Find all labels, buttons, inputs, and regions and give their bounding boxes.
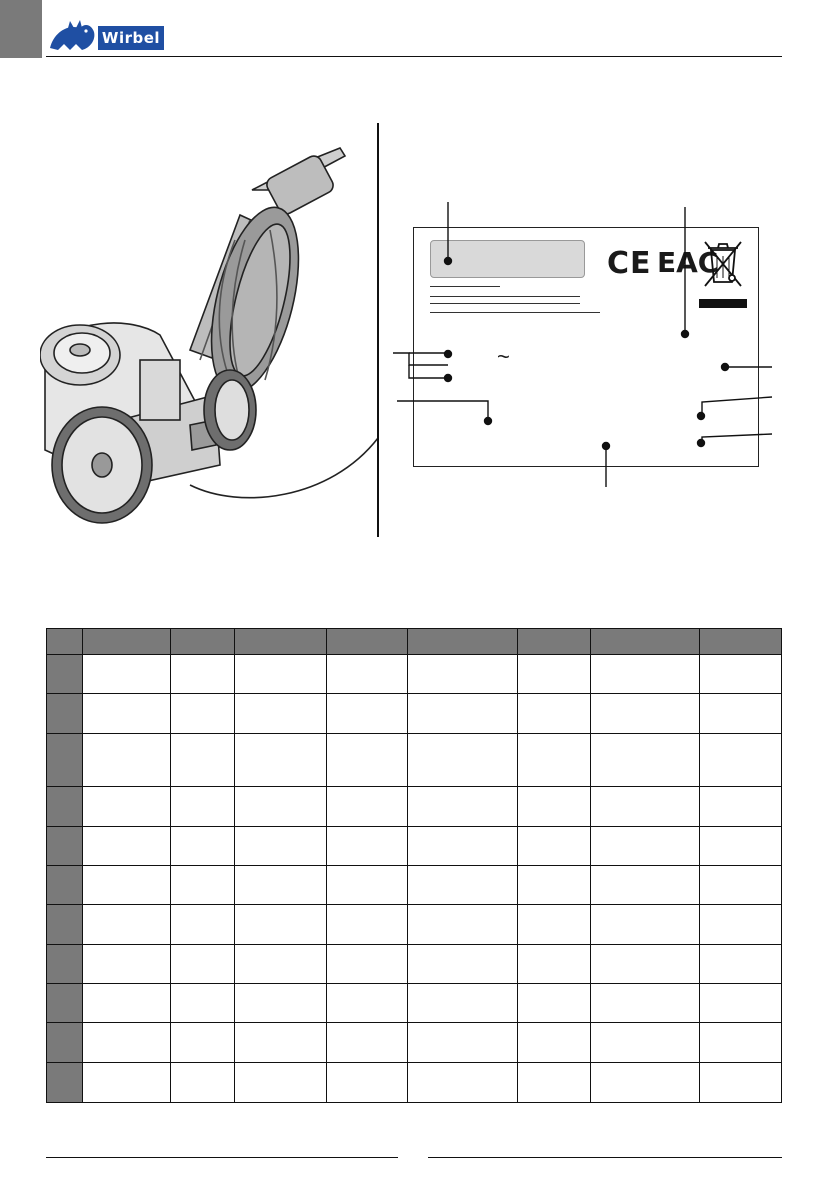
table-cell xyxy=(327,944,408,983)
table-row xyxy=(47,1062,782,1102)
header-cell xyxy=(327,629,408,655)
table-cell xyxy=(700,1023,782,1062)
table-cell xyxy=(171,733,235,786)
table-cell xyxy=(700,826,782,865)
table-row xyxy=(47,944,782,983)
table-cell xyxy=(591,733,700,786)
table-row xyxy=(47,983,782,1022)
row-index-cell xyxy=(47,1062,83,1102)
brand-name: Wirbel xyxy=(101,29,161,47)
table-row xyxy=(47,826,782,865)
table-cell xyxy=(83,655,171,694)
table-cell xyxy=(408,983,518,1022)
table-cell xyxy=(235,905,327,944)
table-cell xyxy=(171,826,235,865)
table-cell xyxy=(235,1023,327,1062)
table-cell xyxy=(591,983,700,1022)
table-cell xyxy=(171,983,235,1022)
table-row xyxy=(47,865,782,904)
table-cell xyxy=(171,944,235,983)
callout-right-1 xyxy=(722,364,773,371)
table-cell xyxy=(327,1023,408,1062)
table-cell xyxy=(408,787,518,826)
table-cell xyxy=(171,1023,235,1062)
table-cell xyxy=(327,733,408,786)
table-cell xyxy=(235,694,327,733)
callout-leaders xyxy=(380,190,840,500)
table-row xyxy=(47,1023,782,1062)
machine-illustration xyxy=(40,120,390,540)
table-cell xyxy=(591,905,700,944)
table-cell xyxy=(518,1062,591,1102)
table-cell xyxy=(83,787,171,826)
table-cell xyxy=(700,905,782,944)
table-cell xyxy=(327,655,408,694)
row-index-cell xyxy=(47,1023,83,1062)
table-cell xyxy=(518,905,591,944)
table-cell xyxy=(518,694,591,733)
page-corner-tab xyxy=(0,0,42,58)
table-cell xyxy=(171,865,235,904)
table-cell xyxy=(518,787,591,826)
table-cell xyxy=(235,733,327,786)
table-cell xyxy=(591,1023,700,1062)
footer-rule-left xyxy=(46,1157,398,1158)
table-cell xyxy=(327,1062,408,1102)
table-cell xyxy=(327,983,408,1022)
table-cell xyxy=(171,787,235,826)
table-cell xyxy=(518,865,591,904)
row-index-cell xyxy=(47,944,83,983)
table-cell xyxy=(83,905,171,944)
callout-right-2 xyxy=(698,397,773,420)
eac-mark: EAC xyxy=(657,246,719,279)
table-cell xyxy=(235,944,327,983)
table-cell xyxy=(83,944,171,983)
table-cell xyxy=(700,694,782,733)
table-cell xyxy=(171,1062,235,1102)
table-cell xyxy=(591,694,700,733)
callout-right-3 xyxy=(698,434,773,447)
table-cell xyxy=(591,655,700,694)
table-cell xyxy=(408,1023,518,1062)
table-row xyxy=(47,787,782,826)
table-row xyxy=(47,905,782,944)
table-cell xyxy=(83,826,171,865)
table-cell xyxy=(235,655,327,694)
brand-wordmark xyxy=(98,26,164,50)
table-cell xyxy=(408,655,518,694)
table-cell xyxy=(408,865,518,904)
table-cell xyxy=(171,905,235,944)
spec-table xyxy=(46,628,782,1103)
table-cell xyxy=(327,694,408,733)
table-cell xyxy=(700,733,782,786)
callout-model xyxy=(445,202,452,265)
callout-certification xyxy=(682,207,689,338)
ac-symbol: ~ xyxy=(497,344,510,369)
table-cell xyxy=(327,865,408,904)
callout-voltage xyxy=(393,351,452,382)
table-cell xyxy=(591,1062,700,1102)
table-cell xyxy=(518,826,591,865)
table-cell xyxy=(327,905,408,944)
table-cell xyxy=(591,787,700,826)
table-cell xyxy=(518,733,591,786)
table-cell xyxy=(235,1062,327,1102)
header-cell xyxy=(408,629,518,655)
table-cell xyxy=(83,694,171,733)
header-cell xyxy=(235,629,327,655)
row-index-cell xyxy=(47,865,83,904)
table-cell xyxy=(700,944,782,983)
table-cell xyxy=(235,787,327,826)
table-cell xyxy=(235,826,327,865)
row-index-cell xyxy=(47,694,83,733)
footer-rule-right xyxy=(428,1157,782,1158)
header-cell xyxy=(171,629,235,655)
table-cell xyxy=(408,826,518,865)
table-cell xyxy=(408,733,518,786)
table-cell xyxy=(235,865,327,904)
table-cell xyxy=(700,983,782,1022)
header-cell xyxy=(591,629,700,655)
header-divider xyxy=(46,56,782,57)
row-index-cell xyxy=(47,733,83,786)
row-index-cell xyxy=(47,983,83,1022)
table-cell xyxy=(700,787,782,826)
table-cell xyxy=(518,655,591,694)
row-index-cell xyxy=(47,787,83,826)
table-cell xyxy=(171,694,235,733)
header-cell xyxy=(83,629,171,655)
table-cell xyxy=(408,1062,518,1102)
table-cell xyxy=(591,944,700,983)
table-cell xyxy=(83,1062,171,1102)
table-cell xyxy=(83,983,171,1022)
table-cell xyxy=(700,655,782,694)
row-index-cell xyxy=(47,905,83,944)
table-row xyxy=(47,655,782,694)
table-header-row xyxy=(47,629,782,655)
ce-mark: CE xyxy=(607,246,652,281)
callout-power xyxy=(397,401,492,425)
header-cell xyxy=(518,629,591,655)
section-divider xyxy=(377,123,379,537)
callout-serial xyxy=(603,443,610,488)
table-row xyxy=(47,694,782,733)
table-cell xyxy=(327,826,408,865)
table-cell xyxy=(83,865,171,904)
table-cell xyxy=(518,983,591,1022)
table-cell xyxy=(518,1023,591,1062)
table-cell xyxy=(700,865,782,904)
table-cell xyxy=(591,865,700,904)
header-cell xyxy=(700,629,782,655)
table-cell xyxy=(518,944,591,983)
table-cell xyxy=(408,944,518,983)
table-cell xyxy=(591,826,700,865)
table-cell xyxy=(171,655,235,694)
row-index-cell xyxy=(47,655,83,694)
header-cell xyxy=(47,629,83,655)
table-cell xyxy=(327,787,408,826)
table-cell xyxy=(408,905,518,944)
table-cell xyxy=(408,694,518,733)
table-cell xyxy=(83,1023,171,1062)
table-cell xyxy=(700,1062,782,1102)
table-cell xyxy=(235,983,327,1022)
table-row xyxy=(47,733,782,786)
row-index-cell xyxy=(47,826,83,865)
table-cell xyxy=(83,733,171,786)
